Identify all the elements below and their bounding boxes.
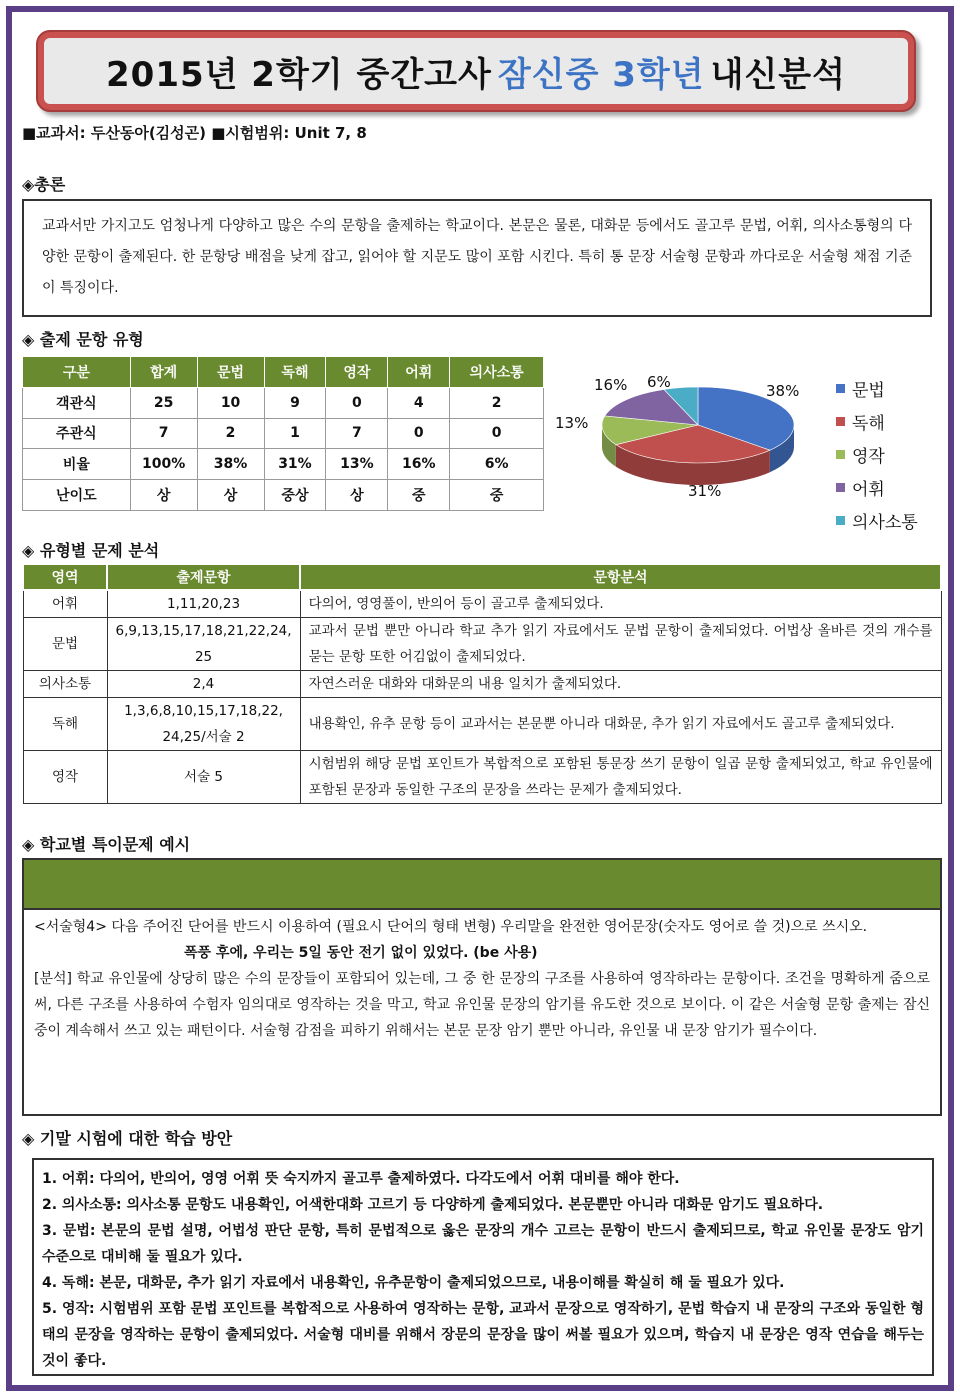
- example-header-bar: [22, 858, 942, 910]
- legend-item: [836, 471, 918, 504]
- list-item: 1. 어휘: 다의어, 반의어, 영영 어휘 뜻 숙지까지 골고루 출제하였다. 다각도에서 어휘 대비를 해야 한다.: [42, 1171, 680, 1187]
- section-types-title: ◈ 출제 문항 유형: [22, 330, 144, 349]
- legend-label: 문법: [852, 381, 885, 401]
- type-header-cell: 합계: [130, 357, 197, 388]
- table-row: [23, 418, 544, 449]
- table-row: [23, 698, 941, 751]
- legend-label: 어휘: [852, 480, 885, 500]
- example-box: [22, 908, 942, 1116]
- table-row: [23, 590, 941, 618]
- analysis-area: 어휘: [23, 590, 107, 618]
- pie-label-comm: 6%: [647, 373, 671, 391]
- legend-label: 의사소통: [852, 513, 918, 533]
- title-banner: [36, 30, 916, 112]
- analysis-items: 6,9,13,15,17,18,21,22,24, 25: [107, 618, 300, 671]
- legend-swatch: [836, 516, 845, 525]
- legend-swatch: [836, 417, 845, 426]
- type-cell: 0: [388, 418, 450, 449]
- analysis-header-cell: 영역: [23, 564, 107, 590]
- type-cell: 중상: [264, 480, 326, 511]
- type-cell: 4: [388, 387, 450, 418]
- legend-label: 독해: [852, 414, 885, 434]
- section-special-title: ◈ 학교별 특이문제 예시: [22, 835, 191, 854]
- title-text: [44, 38, 908, 104]
- type-cell: 9: [264, 387, 326, 418]
- list-item: 4. 독해: 본문, 대화문, 추가 읽기 자료에서 내용확인, 유추문항이 출제되었으므로, 내용이해를 확실히 해 둘 필요가 있다.: [42, 1275, 785, 1291]
- title-highlight: 잠신중 3학년: [497, 54, 705, 95]
- type-table-header: [23, 357, 544, 388]
- analysis-area: 의사소통: [23, 671, 107, 698]
- legend-swatch: [836, 450, 845, 459]
- legend-swatch: [836, 384, 845, 393]
- type-header-cell: 어휘: [388, 357, 450, 388]
- analysis-text: 시험범위 해당 문법 포인트가 복합적으로 포함된 통문장 쓰기 문항이 일곱 문항 출제되었고, 학교 유인물에 포함된 문장과 동일한 구조의 문장을 쓰라는 문제가 출제되었다.: [300, 751, 941, 804]
- type-cell: 난이도: [23, 480, 131, 511]
- type-cell: 주관식: [23, 418, 131, 449]
- pie-label-vocab: 16%: [594, 376, 628, 394]
- type-cell: 16%: [388, 449, 450, 480]
- analysis-text: 다의어, 영영풀이, 반의어 등이 골고루 출제되었다.: [300, 590, 941, 618]
- legend-item: [836, 438, 918, 471]
- type-header-cell: 독해: [264, 357, 326, 388]
- table-row: [23, 618, 941, 671]
- section-analysis-title: ◈ 유형별 문제 분석: [22, 541, 160, 560]
- analysis-items: 2,4: [107, 671, 300, 698]
- example-analysis: [분석] 학교 유인물에 상당히 많은 수의 문장들이 포함되어 있는데, 그 중 한 문장의 구조를 사용하여 영작하라는 문항이다. 조건을 명확하게 줌으로써, 다른 구조를 사용하여 수험자 임의대로 영작하는 것을 막고, 학교 유인물 문장의 암기를 유도한 것으로 보이다. 이 같은 서술형 문항 출제는 잠신중이 계속해서 쓰고 있는 패턴이다. 서술형 감점을 피하기 위해서는 본문 문장 암기 뿐만 아니라, 유인물 내 문장 암기가 필수이다.: [34, 971, 930, 1039]
- analysis-area: 문법: [23, 618, 107, 671]
- pie-label-grammar: 38%: [766, 382, 800, 400]
- type-header-cell: 영작: [326, 357, 388, 388]
- analysis-table-header: [23, 564, 941, 590]
- type-cell: 중: [450, 480, 544, 511]
- type-cell: 10: [197, 387, 264, 418]
- type-cell: 0: [450, 418, 544, 449]
- type-cell: 6%: [450, 449, 544, 480]
- type-cell: 13%: [326, 449, 388, 480]
- type-cell: 38%: [197, 449, 264, 480]
- summary-text: 교과서만 가지고도 엄청나게 다양하고 많은 수의 문항을 출제하는 학교이다. 본문은 물론, 대화문 등에서도 골고루 문법, 어휘, 의사소통형의 다양한 문항이 출제된다. 한 문항당 배점을 낮게 잡고, 읽어야 할 지문도 많이 포함 시킨다. 특히 통 문장 서술형 문항과 까다로운 서술형 채점 기준이 특징이다.: [42, 218, 912, 296]
- type-cell: 2: [450, 387, 544, 418]
- list-item: 3. 문법: 본문의 문법 설명, 어법성 판단 문항, 특히 문법적으로 옳은 문장의 개수 고르는 문항이 반드시 출제되므로, 학교 유인물 문장도 암기 수준으로 대비해 둘 필요가 있다.: [42, 1223, 924, 1265]
- analysis-area: 독해: [23, 698, 107, 751]
- analysis-header-cell: 문항분석: [300, 564, 941, 590]
- summary-box: [22, 199, 932, 317]
- type-cell: 7: [326, 418, 388, 449]
- type-cell: 25: [130, 387, 197, 418]
- type-cell: 중: [388, 480, 450, 511]
- legend-item: [836, 504, 918, 537]
- table-row: [23, 671, 941, 698]
- type-header-cell: 문법: [197, 357, 264, 388]
- analysis-items: 서술 5: [107, 751, 300, 804]
- analysis-text: 내용확인, 유추 문항 등이 교과서는 본문뿐 아니라 대화문, 추가 읽기 자료에서도 골고루 출제되었다.: [300, 698, 941, 751]
- section-study-title: ◈ 기말 시험에 대한 학습 방안: [22, 1129, 233, 1148]
- type-cell: 상: [130, 480, 197, 511]
- analysis-header-cell: 출제문항: [107, 564, 300, 590]
- example-sentence: 폭풍 후에, 우리는 5일 동안 전기 없이 있었다. (be 사용): [184, 945, 538, 961]
- table-row: [23, 751, 941, 804]
- type-header-cell: 구분: [23, 357, 131, 388]
- legend-item: [836, 372, 918, 405]
- legend-swatch: [836, 483, 845, 492]
- list-item: 2. 의사소통: 의사소통 문항도 내용확인, 어색한대화 고르기 등 다양하게 출제되었다. 본문뿐만 아니라 대화문 암기도 필요하다.: [42, 1197, 824, 1213]
- pie-label-writing: 13%: [555, 414, 589, 432]
- pie-label-reading: 31%: [688, 482, 722, 500]
- type-cell: 객관식: [23, 387, 131, 418]
- type-cell: 1: [264, 418, 326, 449]
- legend-item: [836, 405, 918, 438]
- type-cell: 비율: [23, 449, 131, 480]
- section-summary-title: ◈총론: [22, 175, 66, 194]
- analysis-items: 1,3,6,8,10,15,17,18,22, 24,25/서술 2: [107, 698, 300, 751]
- type-cell: 상: [326, 480, 388, 511]
- list-item: 5. 영작: 시험범위 포함 문법 포인트를 복합적으로 사용하여 영작하는 문항, 교과서 문장으로 영작하기, 문법 학습지 내 문장의 구조와 동일한 형태의 문장을 영작하는 문항이 출제되었다. 서술형 대비를 위해서 장문의 문장을 많이 써볼 필요가 있으며, 학습지 내 문장은 영작 연습을 해두는 것이 좋다.: [42, 1301, 924, 1369]
- analysis-table: [22, 563, 942, 804]
- type-cell: 7: [130, 418, 197, 449]
- table-row: [23, 480, 544, 511]
- type-cell: 상: [197, 480, 264, 511]
- pie-legend: [836, 372, 918, 537]
- analysis-items: 1,11,20,23: [107, 590, 300, 618]
- type-cell: 100%: [130, 449, 197, 480]
- type-table: [22, 356, 544, 511]
- table-row: [23, 449, 544, 480]
- textbook-info: ■교과서: 두산동아(김성곤) ■시험범위: Unit 7, 8: [22, 124, 367, 142]
- legend-label: 영작: [852, 447, 885, 467]
- type-cell: 31%: [264, 449, 326, 480]
- type-header-cell: 의사소통: [450, 357, 544, 388]
- type-cell: 0: [326, 387, 388, 418]
- analysis-text: 교과서 문법 뿐만 아니라 학교 추가 읽기 자료에서도 문법 문항이 출제되었다. 어법상 올바른 것의 개수를 묻는 문항 또한 어김없이 출제되었다.: [300, 618, 941, 671]
- table-row: [23, 387, 544, 418]
- analysis-text: 자연스러운 대화와 대화문의 내용 일치가 출제되었다.: [300, 671, 941, 698]
- type-cell: 2: [197, 418, 264, 449]
- example-question: <서술형4> 다음 주어진 단어를 반드시 이용하여 (필요시 단어의 형태 변형) 우리말을 완전한 영어문장(숫자도 영어로 쓸 것)으로 쓰시오.: [34, 919, 868, 935]
- title-part1: 2015년 2학기 중간고사: [106, 54, 492, 95]
- study-box: [32, 1158, 934, 1376]
- title-part2: 내신분석: [710, 54, 846, 95]
- analysis-area: 영작: [23, 751, 107, 804]
